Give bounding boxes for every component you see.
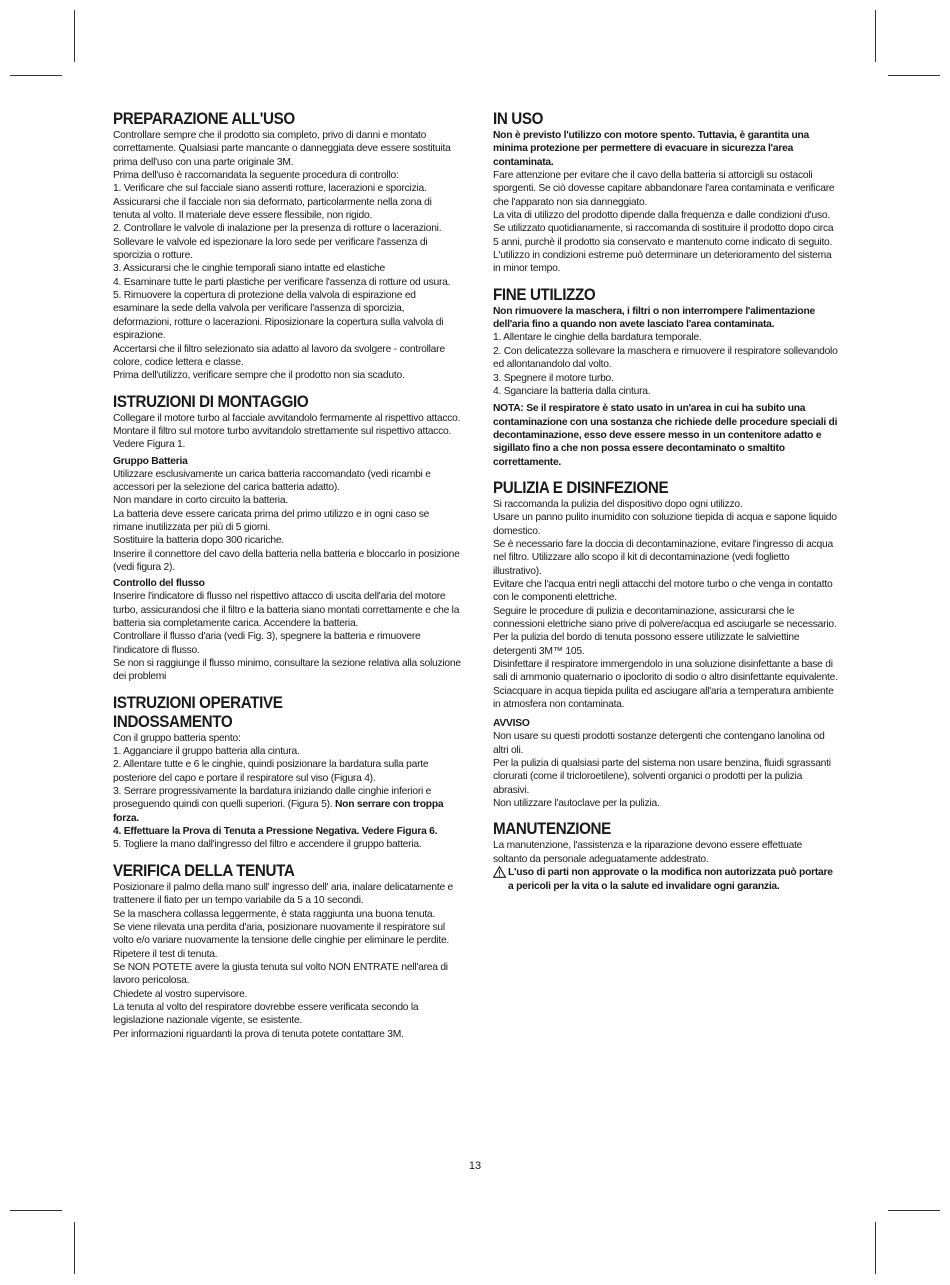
warning-block	[493, 866, 838, 893]
section-title: ISTRUZIONI DI MONTAGGIO	[113, 392, 309, 411]
note-paragraph: NOTA: Se il respiratore è stato usato in un'area in cui ha subito una contaminazione con una sostanza che richiede delle procedure speciali di decontaminazione, esso deve essere messo in un contenitore adatto e sigillato fino a che non possa essere decontaminato o smaltito correttamente.	[493, 403, 838, 468]
paragraph: 5. Togliere la mano dall'ingresso del filtro e accendere il gruppo batteria.	[113, 839, 422, 851]
paragraph: Se la maschera collassa leggermente, è stata raggiunta una buona tenuta.	[113, 908, 436, 920]
paragraph: Accertarsi che il filtro selezionato sia adatto al lavoro da svolgere - controllare colore, codice lettera e classe.	[113, 343, 445, 368]
section-verifica-tenuta	[113, 862, 461, 1041]
paragraph: 4. Effettuare la Prova di Tenuta a Pressione Negativa. Vedere Figura 6.	[113, 826, 438, 838]
section-title: ISTRUZIONI OPERATIVE	[113, 693, 283, 712]
paragraph: Se non si raggiunge il flusso minimo, consultare la sezione relativa alla soluzione dei problemi	[113, 658, 461, 683]
section-pulizia	[493, 479, 838, 811]
paragraph: Per la pulizia di qualsiasi parte del sistema non usare benzina, fluidi sgrassanti clorurati (come il tricloroetilene), solventi organici o prodotti per la pulizia abrasivi.	[493, 758, 831, 796]
paragraph: La tenuta al volto del respiratore dovrebbe essere verificata secondo la legislazione nazionale vigente, se esistente.	[113, 1001, 419, 1027]
bold-paragraph: Non rimuovere la maschera, i filtri o non interrompere l'alimentazione dell'aria fino a quando non avete lasciato l'area contaminata.	[493, 305, 815, 331]
paragraph: Non usare su questi prodotti sostanze detergenti che contengano lanolina od altri oli.	[493, 731, 825, 756]
paragraph: Se NON POTETE avere la giusta tenuta sul volto NON ENTRATE nell'area di lavoro pericolosa.	[113, 961, 448, 987]
paragraph: Ripetere il test di tenuta.	[113, 948, 218, 960]
paragraph: Non utilizzare l'autoclave per la pulizia.	[493, 798, 660, 810]
paragraph: 2. Controllare le valvole di inalazione per la presenza di rotture o lacerazioni. Sollevare le valvole ed ispezionare la loro sede per verificare l'assenza di sporcizia o rotture.	[113, 223, 442, 262]
paragraph: 3. Spegnere il motore turbo.	[493, 372, 614, 384]
paragraph: Chiedete al vostro supervisore.	[113, 988, 248, 1000]
paragraph: Seguire le procedure di pulizia e decontaminazione, assicurarsi che le connessioni elettriche siano prive di polvere/acqua ed asciugarle se necessario.	[493, 605, 837, 630]
paragraph: Montare il filtro sul motore turbo avvitandolo strettamente sul rispettivo attacco. Vedere Figura 1.	[113, 425, 452, 451]
paragraph	[113, 785, 461, 825]
section-in-uso	[493, 110, 838, 276]
paragraph: Evitare che l'acqua entri negli attacchi del motore turbo o che venga in contatto con le componenti elettriche.	[493, 578, 833, 604]
crop-mark	[875, 10, 876, 62]
paragraph: Utilizzare esclusivamente un carica batteria raccomandato (vedi ricambi e accessori per la selezione del carica batteria adatto).	[113, 468, 431, 493]
section-title: PREPARAZIONE ALL'USO	[113, 110, 295, 128]
paragraph: La vita di utilizzo del prodotto dipende dalla frequenza e dalle condizioni d'uso.	[493, 210, 830, 222]
paragraph: Usare un panno pulito inumidito con soluzione tiepida di acqua e sapone liquido domestico.	[493, 512, 837, 537]
warning-triangle-icon	[493, 866, 508, 893]
section-preparazione	[113, 110, 461, 383]
paragraph: Inserire l'indicatore di flusso nel rispettivo attacco di uscita dell'aria del motore turbo, assicurandosi che il filtro e la batteria siano montati correttamente e che la batteria sia completamente carica. Accendere la batteria.	[113, 591, 460, 629]
paragraph: Sostituire la batteria dopo 300 ricariche.	[113, 535, 284, 547]
paragraph: Per informazioni riguardanti la prova di tenuta potete contattare 3M.	[113, 1028, 404, 1040]
paragraph: Si raccomanda la pulizia del dispositivo dopo ogni utilizzo.	[493, 498, 743, 510]
crop-mark	[74, 1222, 75, 1274]
paragraph: L'utilizzo in condizioni estreme può determinare un deterioramento del sistema in minor tempo.	[493, 250, 832, 275]
paragraph: 5. Rimuovere la copertura di protezione della valvola di espirazione ed esaminare la sede della valvola per verificare l'assenza di sporcizia, deformazioni, rotture o lacerazioni. Riposizionare la copertura sulla valvola di espirazione.	[113, 290, 444, 342]
paragraph: Collegare il motore turbo al facciale avvitandolo fermamente al rispettivo attacco.	[113, 412, 461, 424]
paragraph: Se utilizzato quotidianamente, si raccomanda di sostituire il prodotto dopo circa 5 anni, purchè il prodotto sia conservato e mantenuto come indicato di seguito.	[493, 223, 834, 248]
crop-mark	[875, 1222, 876, 1274]
paragraph: 1. Allentare le cinghie della bardatura temporale.	[493, 332, 702, 344]
left-column	[113, 110, 461, 1051]
paragraph: 2. Con delicatezza sollevare la maschera e rimuovere il respiratore sollevandolo ed allontanandolo dal volto.	[493, 345, 838, 371]
section-title: INDOSSAMENTO	[113, 712, 233, 731]
crop-mark	[888, 1210, 940, 1211]
section-manutenzione	[493, 820, 838, 892]
section-montaggio	[113, 393, 461, 684]
paragraph: Per la pulizia del bordo di tenuta possono essere utilizzate le salviettine detergenti 3M™ 105.	[493, 632, 800, 657]
subsection-title: Controllo del flusso	[113, 578, 205, 590]
paragraph: Posizionare il palmo della mano sull' ingresso dell' aria, inalare delicatamente e trattenere il fiato per un tempo variabile da 5 a 10 secondi.	[113, 881, 454, 907]
paragraph: Fare attenzione per evitare che il cavo della batteria si attorcigli su ostacoli sporgenti. Se ciò dovesse capitare abbandonare l'area contaminata e verificare che l'apparato non sia danneggiato.	[493, 170, 835, 208]
text: 3. Serrare progressivamente la bardatura iniziando dalle cinghie inferiori e proseguendo quindi con quelli superiori. (Figura 5).	[113, 786, 432, 811]
section-title: PULIZIA E DISINFEZIONE	[493, 478, 669, 497]
subsection-title: AVVISO	[493, 718, 530, 730]
paragraph: 1. Verificare che sul facciale siano assenti rotture, lacerazioni e sporcizia. Assicurarsi che il facciale non sia deformato, particolarmente nella zona di tenuta al volto. Il materiale deve essere flessibile, non rigido.	[113, 183, 432, 222]
crop-mark	[10, 75, 62, 76]
paragraph: Prima dell'utilizzo, verificare sempre che il prodotto non sia scaduto.	[113, 370, 405, 382]
paragraph: Controllare sempre che il prodotto sia completo, privo di danni e montato correttamente. Qualsiasi parte mancante o danneggiata deve essere sostituita prima dell'uso con una parte originale 3M.	[113, 130, 451, 168]
paragraph: La batteria deve essere caricata prima del primo utilizzo e in ogni caso se rimane inutilizzata per più di 5 giorni.	[113, 508, 430, 533]
right-column	[493, 110, 838, 903]
paragraph: 4. Sganciare la batteria dalla cintura.	[493, 385, 651, 397]
bold-text: Non serrare con troppa forza.	[113, 799, 444, 824]
paragraph: Inserire il connettore del cavo della batteria nella batteria e bloccarlo in posizione (vedi figura 2).	[113, 548, 460, 573]
paragraph: Sciacquare in acqua tiepida pulita ed asciugare all'aria a temperatura ambiente in atmosfera non contaminata.	[493, 685, 834, 711]
paragraph: Non mandare in corto circuito la batteria.	[113, 495, 288, 507]
paragraph: Se è necessario fare la doccia di decontaminazione, evitare l'ingresso di acqua nel filtro. Utilizzare allo scopo il kit di decontaminazione (vedi foglietto illustrativo).	[493, 538, 833, 577]
subsection-title: Gruppo Batteria	[113, 455, 188, 467]
paragraph: 4. Esaminare tutte le parti plastiche per verificare l'assenza di rotture od usura.	[113, 276, 451, 288]
paragraph: Prima dell'uso è raccomandata la seguente procedura di controllo:	[113, 170, 399, 182]
crop-mark	[10, 1210, 62, 1211]
page-number: 13	[468, 1160, 482, 1172]
section-title: MANUTENZIONE	[493, 820, 611, 839]
paragraph: Se viene rilevata una perdita d'aria, posizionare nuovamente il respiratore sul volto e/o variare nuovamente la tensione delle cinghie per eliminare le perdite.	[113, 921, 450, 947]
section-fine-utilizzo	[493, 286, 838, 469]
paragraph: Controllare il flusso d'aria (vedi Fig. 3), spegnere la batteria e rimuovere l'indicatore di flusso.	[113, 631, 421, 656]
warning-text: L'uso di parti non approvate o la modifica non autorizzata può portare a pericoli per la vita o la salute ed invalidare ogni garanzia.	[508, 867, 833, 892]
paragraph: Con il gruppo batteria spento:	[113, 732, 241, 744]
paragraph: La manutenzione, l'assistenza e la riparazione devono essere effettuate soltanto da personale adeguatamente addestrato.	[493, 840, 803, 865]
bold-paragraph: Non è previsto l'utilizzo con motore spento. Tuttavia, è garantita una minima protezione per permettere di evacuare in sicurezza l'area contaminata.	[493, 130, 810, 168]
section-istruzioni-operative	[113, 694, 461, 852]
crop-mark	[74, 10, 75, 62]
section-title: VERIFICA DELLA TENUTA	[113, 861, 295, 880]
paragraph: 1. Agganciare il gruppo batteria alla cintura.	[113, 746, 300, 758]
section-title: FINE UTILIZZO	[493, 285, 596, 304]
crop-mark	[888, 75, 940, 76]
paragraph: 2. Allentare tutte e 6 le cinghie, quindi posizionare la bardatura sulla parte posteriore del capo e portare il respiratore sul viso (Figura 4).	[113, 759, 429, 784]
paragraph: Disinfettare il respiratore immergendolo in una soluzione disinfettante a base di sali di ammonio quaternario o ipoclorito di sodio o altro disinfettante equivalente.	[493, 659, 838, 684]
paragraph: 3. Assicurarsi che le cinghie temporali siano intatte ed elastiche	[113, 263, 385, 275]
section-title: IN USO	[493, 110, 544, 128]
